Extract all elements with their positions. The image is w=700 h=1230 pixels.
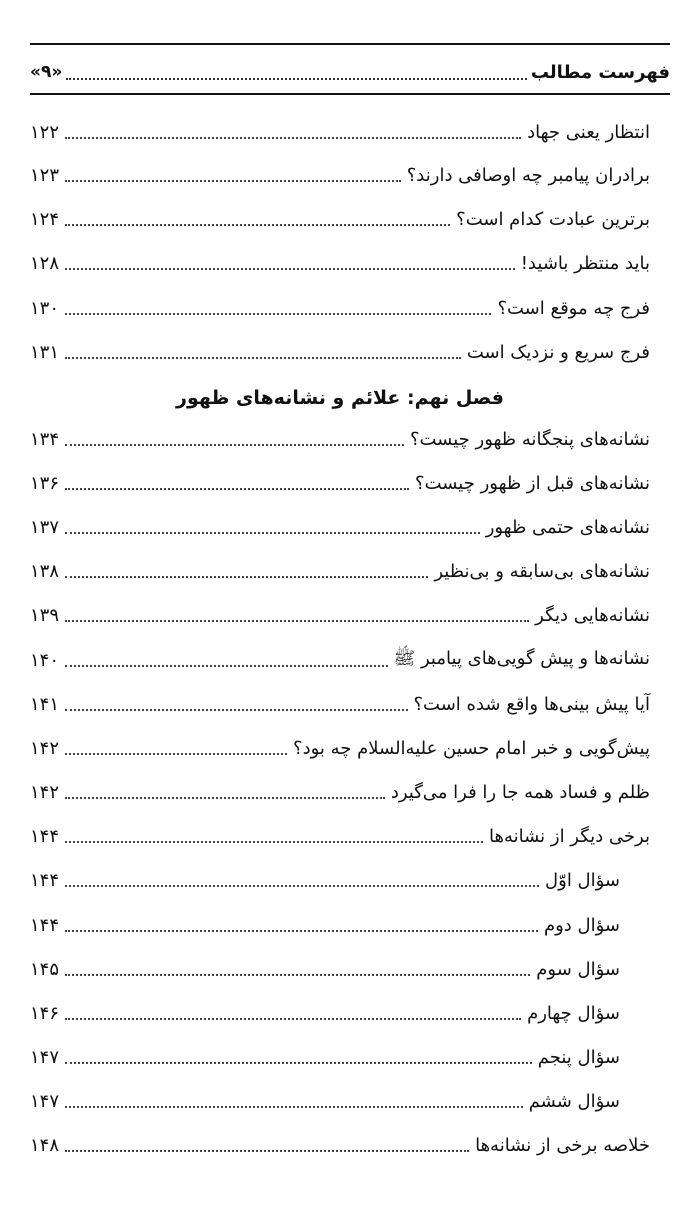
toc-entry[interactable] bbox=[30, 290, 650, 326]
toc-entry-title: فرج سریع و نزدیک است bbox=[466, 341, 650, 363]
dot-leader bbox=[65, 829, 483, 843]
toc-entry-title: نشانه‌های حتمی ظهور bbox=[485, 516, 650, 538]
toc-entry-page: ۱۲۴ bbox=[30, 208, 60, 230]
dot-leader bbox=[65, 564, 428, 578]
dot-leader bbox=[65, 1138, 469, 1152]
toc-entry-page: ۱۴۲ bbox=[30, 737, 60, 759]
toc-entry-title: فرج چه موقع است؟ bbox=[497, 297, 650, 319]
header-dot-leader bbox=[66, 64, 527, 80]
toc-entry[interactable] bbox=[30, 597, 650, 633]
toc-entry-page: ۱۴۲ bbox=[30, 781, 60, 803]
toc-entry-page: ۱۳۴ bbox=[30, 428, 60, 450]
dot-leader bbox=[65, 785, 385, 799]
toc-entry[interactable] bbox=[30, 421, 650, 457]
chapter-heading: فصل نهم: علائم و نشانه‌های ظهور bbox=[176, 387, 504, 409]
dot-leader bbox=[65, 962, 530, 976]
toc-entry-title: ظلم و فساد همه جا را فرا می‌گیرد bbox=[390, 781, 650, 803]
toc-subentry[interactable] bbox=[30, 1039, 620, 1075]
toc-entry-title: نشانه‌ها و پیش گویی‌های پیامبر ﷺ bbox=[393, 648, 650, 669]
toc-entry[interactable] bbox=[30, 774, 650, 810]
toc-subentry[interactable] bbox=[30, 1083, 620, 1119]
toc-entry-title: باید منتظر باشید! bbox=[520, 252, 650, 274]
toc-entry-title: نشانه‌های پنجگانه ظهور چیست؟ bbox=[409, 428, 650, 450]
toc-entry-page: ۱۲۸ bbox=[30, 252, 60, 274]
dot-leader bbox=[65, 697, 407, 711]
dot-leader bbox=[65, 345, 461, 359]
toc-entry[interactable] bbox=[30, 465, 650, 501]
toc-entry[interactable] bbox=[30, 642, 650, 678]
toc-entry-title: آیا پیش بینی‌ها واقع شده است؟ bbox=[413, 693, 650, 715]
toc-entry-page: ۱۳۹ bbox=[30, 604, 60, 626]
header-bottom-rule bbox=[30, 93, 670, 95]
toc-subentry-page: ۱۴۵ bbox=[30, 958, 60, 980]
header-top-rule bbox=[30, 43, 670, 45]
toc-subentry-page: ۱۴۷ bbox=[30, 1090, 60, 1112]
toc-entry[interactable] bbox=[30, 114, 650, 150]
dot-leader bbox=[65, 168, 401, 182]
dot-leader bbox=[65, 653, 387, 667]
toc-subentry[interactable] bbox=[30, 951, 620, 987]
toc-entry[interactable] bbox=[30, 334, 650, 370]
running-header bbox=[30, 58, 670, 86]
dot-leader bbox=[65, 301, 491, 315]
toc-entry-page: ۱۳۸ bbox=[30, 560, 60, 582]
toc-entry[interactable] bbox=[30, 818, 650, 854]
dot-leader bbox=[65, 212, 450, 226]
toc-entry[interactable] bbox=[30, 730, 650, 766]
toc-subentry[interactable] bbox=[30, 995, 620, 1031]
toc-subentry-title: سؤال چهارم bbox=[527, 1002, 620, 1024]
toc-entry-page: ۱۲۳ bbox=[30, 164, 60, 186]
dot-leader bbox=[65, 125, 521, 139]
dot-leader bbox=[65, 476, 409, 490]
toc-entry-page: ۱۳۶ bbox=[30, 472, 60, 494]
toc-entry[interactable] bbox=[30, 157, 650, 193]
toc-entry-page: ۱۳۱ bbox=[30, 341, 60, 363]
toc-entry-page: ۱۴۴ bbox=[30, 825, 60, 847]
dot-leader bbox=[65, 1094, 523, 1108]
toc-subentry-page: ۱۴۴ bbox=[30, 914, 60, 936]
toc-entry-title: انتظار یعنی جهاد bbox=[527, 121, 650, 143]
toc-entry-page: ۱۳۰ bbox=[30, 297, 60, 319]
toc-subentry-page: ۱۴۶ bbox=[30, 1002, 60, 1024]
toc-entry-title: خلاصه برخی از نشانه‌ها bbox=[475, 1134, 650, 1156]
dot-leader bbox=[65, 520, 480, 534]
toc-entry-title: برترین عبادت کدام است؟ bbox=[456, 208, 650, 230]
dot-leader bbox=[65, 1006, 521, 1020]
toc-subentry-page: ۱۴۷ bbox=[30, 1046, 60, 1068]
toc-entry[interactable] bbox=[30, 1127, 650, 1163]
toc-entry-page: ۱۴۱ bbox=[30, 693, 60, 715]
toc-entry-title: برخی دیگر از نشانه‌ها bbox=[488, 825, 650, 847]
toc-entry-title: نشانه‌های قبل از ظهور چیست؟ bbox=[415, 472, 650, 494]
toc-entry[interactable] bbox=[30, 509, 650, 545]
toc-entry[interactable] bbox=[30, 201, 650, 237]
toc-entry-title: برادران پیامبر چه اوصافی دارند؟ bbox=[406, 164, 650, 186]
toc-entry-page: ۱۴۸ bbox=[30, 1134, 60, 1156]
toc-entry-page: ۱۳۷ bbox=[30, 516, 60, 538]
toc-subentry-title: سؤال دوم bbox=[543, 914, 620, 936]
toc-subentry[interactable] bbox=[30, 907, 620, 943]
toc-entry[interactable] bbox=[30, 553, 650, 589]
dot-leader bbox=[65, 918, 538, 932]
toc-subentry-title: سؤال ششم bbox=[528, 1090, 620, 1112]
dot-leader bbox=[65, 1050, 532, 1064]
toc-entry-title: نشانه‌های بی‌سابقه و بی‌نظیر bbox=[434, 560, 650, 582]
toc-entry-page: ۱۲۲ bbox=[30, 121, 60, 143]
toc-entry-title: نشانه‌هایی دیگر bbox=[535, 604, 650, 626]
header-page-number: «۹» bbox=[30, 62, 63, 82]
toc-subentry-title: سؤال اوّل bbox=[545, 869, 620, 891]
toc-subentry-page: ۱۴۴ bbox=[30, 869, 60, 891]
toc-entry-title: پیش‌گویی و خبر امام حسین علیه‌السلام چه بود؟ bbox=[293, 737, 650, 759]
header-title: فهرست مطالب bbox=[530, 61, 670, 83]
toc-subentry[interactable] bbox=[30, 862, 620, 898]
dot-leader bbox=[65, 608, 529, 622]
toc-entry[interactable] bbox=[30, 245, 650, 281]
dot-leader bbox=[65, 256, 515, 270]
toc-entry-page: ۱۴۰ bbox=[30, 649, 60, 671]
dot-leader bbox=[65, 741, 287, 755]
dot-leader bbox=[65, 432, 404, 446]
dot-leader bbox=[65, 873, 539, 887]
toc-subentry-title: سؤال پنجم bbox=[537, 1046, 620, 1068]
toc-subentry-title: سؤال سوم bbox=[536, 958, 620, 980]
toc-entry[interactable] bbox=[30, 686, 650, 722]
